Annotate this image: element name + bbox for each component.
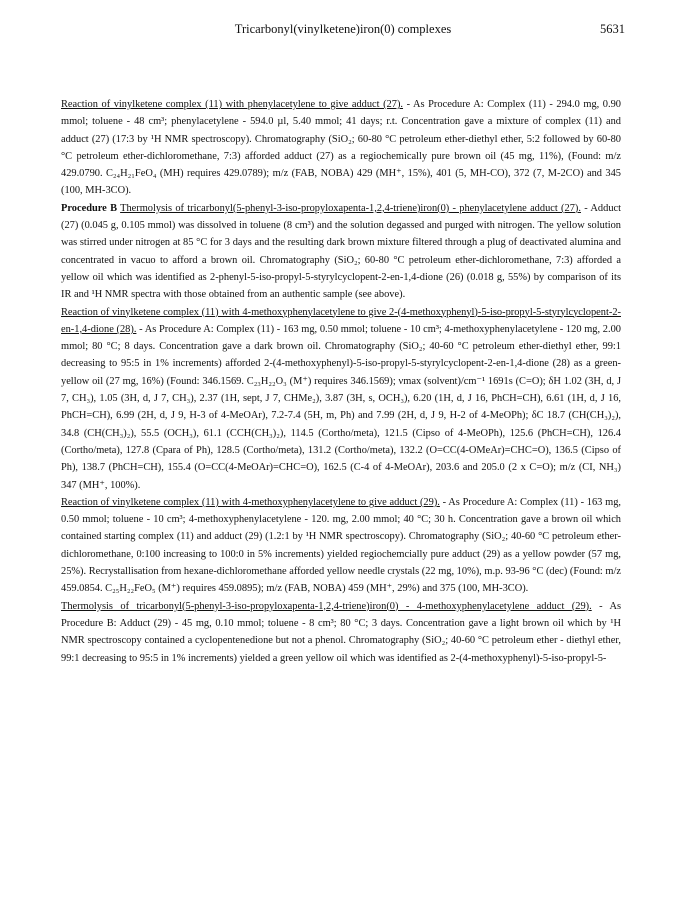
section-heading: Reaction of vinylketene complex (11) with 4-methoxyphenylacetylene to give 2-(4-methoxyphenyl)-5-iso-propyl-5-styrylcyclopent-2-en-1,4-dione (28).	[61, 306, 621, 335]
procedure-label: Procedure B	[61, 202, 117, 214]
section-heading: Thermolysis of tricarbonyl(5-phenyl-3-iso-propyloxapenta-1,2,4-triene)iron(0) - 4-methoxyphenylacetylene adduct (29).	[61, 600, 592, 612]
paragraph-text: - As Procedure A: Complex (11) - 294.0 mg, 0.90 mmol; toluene - 48 cm³; phenylacetylene - 594.0 µl, 5.40 mmol; 41 days; r.t. Concentration gave a mixture of complex (11) and adduct (27) (17:3 by ¹H NMR spectroscopy). Chromatography (SiO₂; 60-80 °C petroleum ether-diethyl ether, 5:2 followed by 60-80 °C petroleum ether-dichloromethane, 7:3) afforded adduct (27) as a regiochemically pure brown oil (45 mg, 11%), (Found: m/z 429.0790. C₂₄H₂₁FeO₄ (MH) requires 429.0789); m/z (FAB, NOBA) 429 (MH⁺, 15%), 401 (5, MH-CO), 372 (7, M-2CO) and 345 (100, MH-3CO).	[61, 99, 621, 197]
paragraph-adduct-27	[61, 96, 621, 200]
running-title: Tricarbonyl(vinylketene)iron(0) complexes	[234, 22, 452, 36]
paragraph-text: - As Procedure A: Complex (11) - 163 mg, 0.50 mmol; toluene - 10 cm³; 4-methoxyphenylacetylene - 120. mg, 2.00 mmol; 40 °C; 30 h. Concentration gave a brown oil which contained starting complex (11) and adduct (29) (1.2:1 by ¹H NMR spectroscopy). Chromatography (SiO₂; 40-60 °C petroleum ether-dichloromethane, 0:100 increasing to 100:0 in 5% increments) yielded regiochemcially pure adduct (29) as a yellow powder (57 mg, 25%). Recrystallisation from hexane-dichloromethane afforded yellow needle crystals (22 mg, 10%), m.p. 93-96 °C (dec) (Found: m/z 459.0854. C₂₅H₂₂FeO₅ (M⁺) requires 459.0895); m/z (FAB, NOBA) 459 (MH⁺, 29%) and 375 (100, MH-3CO).	[61, 496, 621, 595]
paragraph-thermolysis-29	[61, 598, 621, 667]
paragraph-thermolysis-27	[61, 200, 621, 304]
running-header	[61, 22, 625, 38]
paragraph-text: - Adduct (27) (0.045 g, 0.105 mmol) was dissolved in toluene (8 cm³) and the solution degassed and purged with nitrogen. The yellow solution was stirred under nitrogen at 85 °C for 3 days and the resulting dark brown mixture filtered through a plug of deactivated alumina and concentrated in vacuo to afford a brown oil. Chromatography (SiO₂; 60-80 °C petroleum ether-dichloromethane, 7:3) afforded a yellow oil which was identified as 2-phenyl-5-iso-propyl-5-styrylcyclopent-2-en-1,4-dione (26) (0.018 g, 55%) by comparison of its IR and ¹H NMR spectra with those obtained from an authentic sample (see above).	[61, 202, 622, 301]
article-body	[61, 96, 621, 667]
paragraph-text: - As Procedure A: Complex (11) - 163 mg, 0.50 mmol; toluene - 10 cm³; 4-methoxyphenylacetylene - 120 mg, 2.00 mmol; 80 °C; 8 days. Concentration gave a dark brown oil. Chromatography (SiO₂; 40-60 °C petroleum ether-diethyl ether, 99:1 decreasing to 95:5 in 1% increments) afforded 2-(4-methoxyphenyl)-5-iso-propyl-5-styrylcyclopent-2-en-1,4-dione (28) as a green-yellow oil (27 mg, 16%) (Found: 346.1569. C₂₃H₂₂O₃ (M⁺) requires 346.1569); νmax (solvent)/cm⁻¹ 1691s (C=O); δH 1.02 (3H, d, J 7, CH₃), 1.05 (3H, d, J 7, CH₃), 2.37 (1H, sept, J 7, CHMe₂), 3.87 (3H, s, OCH₃), 6.20 (1H, d, J 16, PhCH=CH), 6.61 (1H, d, J 16, PhCH=CH), 6.99 (2H, d, J 9, H-3 of 4-MeOAr), 7.2-7.4 (5H, m, Ph) and 7.99 (2H, d, J 9, H-2 of 4-MeOPh); δC 18.7 (CH(CH₃)₂), 34.8 (CH(CH₃)₂), 55.5 (OCH₃), 61.1 (CCH(CH₃)₂), 114.5 (Cortho/meta), 121.5 (Cipso of 4-MeOPh), 125.6 (PhCH=CH), 126.4 (Cortho/meta), 127.8 (Cpara of Ph), 128.5 (Cortho/meta), 131.2 (Cortho/meta), 132.2 (O=CC(4-OMeAr)=CHC=O), 136.5 (Cipso of Ph), 138.7 (PhCH=CH), 155.4 (O=CC(4-MeOAr)=CHC=O), 162.5 (C-4 of 4-MeOAr), 203.6 and 205.0 (2 x C=O); m/z (CI, NH₃) 347 (MH⁺, 100%).	[61, 323, 621, 491]
paragraph-adduct-29	[61, 494, 621, 598]
section-heading: Reaction of vinylketene complex (11) with phenylacetylene to give adduct (27).	[61, 99, 404, 110]
paragraph-dione-28	[61, 304, 621, 494]
section-heading: Thermolysis of tricarbonyl(5-phenyl-3-iso-propyloxapenta-1,2,4-triene)iron(0) - phenylacetylene adduct (27).	[120, 202, 581, 214]
paragraph-text: - As Procedure B: Adduct (29) - 45 mg, 0.10 mmol; toluene - 8 cm³; 80 °C; 3 days. Concentration gave a light brown oil which by ¹H NMR spectroscopy contained a cyclopentenedione but not a phenol. Chromatography (SiO₂; 40-60 °C petroleum ether - diethyl ether, 99:1 decreasing to 95:5 in 1% increments) yielded a green yellow oil which was identified as 2-(4-methoxyphenyl)-5-iso-propyl-5-	[61, 600, 621, 664]
page-number: 5631	[600, 22, 625, 36]
section-heading: Reaction of vinylketene complex (11) with 4-methoxyphenylacetylene to give adduct (29).	[61, 496, 440, 508]
